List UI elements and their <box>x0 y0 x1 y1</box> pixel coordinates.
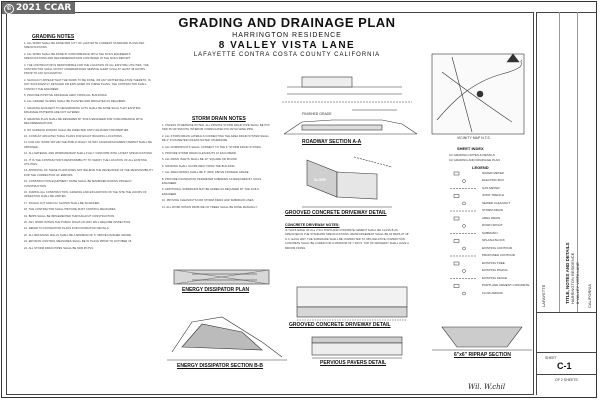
sheet-index-item: C1 GRADING NOTES & DETAILS <box>449 153 495 157</box>
finished-grade-label: FINISHED GRADE <box>302 112 332 116</box>
storm-drain-note: 3. ALL DOWNSPOUTS SHALL CONNECT TO THE 4" STORM DRAIN SYSTEM. <box>162 145 262 149</box>
watermark-text: 2021 CCAR <box>16 3 72 13</box>
storm-drain-note: 1. UNLESS OTHERWISE NOTED, ALL PRIVATE STORM DRAIN PIPE SHALL BE PVC SDR 35 OR SMOOTH INTERIOR CORRUGATED POLYETHYLENE PIPE. <box>162 124 271 132</box>
legend-item: WATER METER <box>482 170 504 175</box>
vicinity-map-scale: N.T.S. <box>481 136 491 140</box>
title-block-sheet-title: TITLE, NOTES AND DETAILS <box>565 242 570 304</box>
grading-note: 10. CONSULT ARCHITECTURAL PLANS FOR EXACT BUILDING LOCATIONS. <box>24 134 123 138</box>
title-block-address: 8 VALLEY VISTA LANE <box>575 262 580 304</box>
legend-item: EXISTING TREE <box>482 260 505 265</box>
grading-note: 13. IT IS THE CONTRACTOR'S RESPONSIBILITY TO VERIFY THE LOCATION OF ALL EXISTING UTILITIES. <box>24 158 147 166</box>
legend-symbol <box>463 292 466 295</box>
legend-item: SPLASH BLOCK <box>482 238 505 242</box>
project-name: HARRINGTON RESIDENCE <box>232 32 342 39</box>
grading-note: 24. ALL STORM DRAIN PIPES SHALL BE SDR 35 PVC. <box>24 246 95 250</box>
sheet-of: OF 2 SHEETS <box>555 378 578 382</box>
energy-dissipator-section-drawing <box>167 317 287 360</box>
drawing-linework <box>2 2 600 402</box>
legend-item: AREA DRAIN <box>482 215 501 220</box>
grading-note: 12. ALL MATERIAL AND WORKMANSHIP SHALL FULLY CONFORM WITH LATEST SPECIFICATIONS. <box>24 152 153 156</box>
storm-drain-note: 6. GRADING SHALL SLOPE AWAY FROM THE BUILDING. <box>162 164 236 168</box>
sheet-label: SHEET <box>545 356 557 360</box>
storm-drain-note: 8. PROVIDE FOUNDATION PERIMETER SUBDRAIN AS REQUIRED BY SOILS ENGINEER. <box>162 177 262 186</box>
vicinity-map-label: VICINITY MAP <box>457 136 481 140</box>
storm-drain-note: 10. PROVIDE CLEANOUTS FOR STORM DRAIN AND SUBDRAIN LINES. <box>162 199 255 203</box>
grading-note: 9. NO SURFACE RUNOFF SHALL BE DIRECTED ONTO ADJACENT PROPERTIES. <box>24 128 130 132</box>
driveway-detail-caption: GROOVED CONCRETE DRIVEWAY DETAIL <box>285 210 387 216</box>
grading-note: 14. APPROVAL OF THESE PLANS DOES NOT RELIEVE THE DEVELOPER OF THE RESPONSIBILITY FOR THE CORRECTION OF ERRORS. <box>24 169 154 177</box>
grading-notes-heading: GRADING NOTES <box>32 34 75 40</box>
legend-symbol <box>463 202 466 205</box>
grooved-driveway-lower-drawing <box>297 287 407 320</box>
sheet-number: C-1 <box>557 361 572 371</box>
storm-drain-notes-heading: STORM DRAIN NOTES <box>192 116 246 122</box>
legend-symbol <box>454 285 459 288</box>
watermark-badge <box>2 2 75 14</box>
grading-note: 20. ANY WORK WITHIN THE PUBLIC RIGHT-OF-WAY WILL REQUIRE INSPECTION. <box>24 221 132 224</box>
page-title: GRADING AND DRAINAGE PLAN <box>178 15 396 30</box>
grading-note: 15. CONSTRUCTION EQUIPMENT NOISE SHALL BE MINIMIZED DURING PROJECT CONSTRUCTION. <box>24 180 132 188</box>
legend-item: EXISTING FENCE <box>482 275 508 280</box>
energy-section-caption: ENERGY DISSIPATOR SECTION B-B <box>177 363 264 369</box>
grading-note: 6. ALL GRADED SLOPES SHALL BE PLANTED AND IRRIGATED AS REQUIRED. <box>24 100 127 104</box>
energy-dissipator-plan-drawing <box>174 270 269 284</box>
grading-note: 5. PROVIDE POSITIVE DRAINAGE AWAY FROM ALL BUILDINGS. <box>24 94 108 98</box>
grading-note: 23. EROSION CONTROL MEASURES SHALL BE IN PLACE PRIOR TO OCTOBER 15. <box>24 240 133 244</box>
grading-note: 7. GRADING ADJACENT TO NEIGHBORING LOTS SHALL BE DONE SUCH THAT EXISTING DRAINAGE PATTERNS ARE NOT ALTERED. <box>24 106 141 115</box>
legend-item: EXISTING PAVING <box>482 268 508 272</box>
pervious-pavers-drawing <box>312 337 402 358</box>
pervious-detail-caption: PERVIOUS PAVERS DETAIL <box>320 360 387 366</box>
legend-symbol <box>463 180 466 183</box>
slope-label: SLOPE <box>314 178 326 182</box>
legend-symbol <box>454 262 459 265</box>
sheet-index-item: C2 GRADING AND DRAINAGE PLAN <box>449 158 500 162</box>
grading-note: 1. ALL WORK SHALL BE DONE PER CITY OF LAFAYETTE CURRENT STANDARD PLANS AND SPECIFICATIONS. <box>24 42 145 50</box>
grading-note: 21. REFER TO FOUNDATION PLANS FOR FOUNDATION DETAILS. <box>24 227 110 231</box>
storm-drain-note: 2. ALL STORM DRAIN LATERALS CONNECTING THE AREA DRAIN SYSTEM SHALL BE 4" IN DIAMETER UNLESS NOTED OTHERWISE. <box>162 134 270 143</box>
project-address: 8 VALLEY VISTA LANE <box>218 40 356 51</box>
grading-note: 2. ALL WORK SHALL BE DONE IN CONFORMANCE WITH THE SOILS ENGINEER'S SPECIFICATIONS AND RECOMMENDATIONS CONTAINED IN THE SOILS REPORT. <box>24 52 131 61</box>
grading-note: 4. SHOULD IT APPEAR THAT THE WORK TO BE DONE, OR ANY MATTER RELATIVE THERETO, IS NOT SUFFICIENTLY DETAILED OR EXPLAINED ON THESE PLANS, THE CONTRACTOR SHALL CONTACT THE ENGINEER. <box>24 78 151 91</box>
legend-item: SUBDRAIN <box>482 230 498 235</box>
grading-note: 8. GRADING PLAN SHALL BE REVIEWED BY SOILS ENGINEER FOR CONFORMANCE WITH RECOMMENDATIONS. <box>24 117 143 126</box>
grooved-detail-caption: GROOVED CONCRETE DRIVEWAY DETAIL <box>289 322 391 328</box>
driveway-detail-drawing <box>302 157 392 207</box>
roadway-section-caption: ROADWAY SECTION A-A <box>302 139 362 145</box>
legend-symbol <box>454 195 459 198</box>
legend-symbol <box>463 247 466 250</box>
copyright-icon: © <box>6 5 12 12</box>
riprap-section-drawing <box>432 327 532 350</box>
sheet-index-heading: SHEET INDEX <box>457 146 484 151</box>
concrete-notes-heading: CONCRETE DRIVEWAY NOTES: <box>285 223 340 227</box>
legend-heading: LEGEND <box>472 165 489 170</box>
legend-item: PORTLAND CEMENT CONCRETE <box>482 283 530 287</box>
grading-note: 19. BMPS SHALL BE IMPLEMENTED THROUGHOUT CONSTRUCTION. <box>24 214 116 218</box>
riprap-section-caption: 6"x6" RIPRAP SECTION <box>454 352 511 358</box>
grading-note: 16. DURING ALL CONSTRUCTION, GRADING AND EXCAVATION ON THE SITE THE HOURS OF OPERATION SHALL BE LIMITED. <box>24 190 147 199</box>
project-location: LAFAYETTE CONTRA COSTA COUNTY CALIFORNIA <box>193 52 381 58</box>
legend-item: ELECTRIC BOX <box>482 178 505 182</box>
vicinity-map-caption <box>457 136 491 140</box>
title-block-project: HARRINGTON RESIDENCE <box>570 252 575 304</box>
title-block-city: LAFAYETTE <box>541 284 546 307</box>
engineer-signature: Wil. W.chil <box>468 383 506 391</box>
grading-note: 17. ROUGH CUT AND FILL SLOPES SHALL BE SCARIFIED. <box>24 201 101 205</box>
vicinity-map-drawing <box>432 54 524 134</box>
grading-note: 3. THE CONTRACTOR IS RESPONSIBLE FOR THE LOCATION OF ALL EXISTING UTILITIES. THE CONTRACTOR SHALL NOTIFY UNDERGROUND SERVICE ALERT (USA) AT LEAST 48 HOURS PRIOR TO ANY EXCAVATION. <box>24 63 149 76</box>
legend-item: GAS METER <box>482 185 500 190</box>
storm-drain-note: 5. ALL DRAIN INLETS SHALL BE 12" SQUARE OR ROUND. <box>162 158 238 162</box>
legend-symbol <box>454 240 459 243</box>
title-block-state: CALIFORNIA <box>587 283 592 308</box>
legend-item: SEWER CLEANOUT <box>482 200 511 205</box>
driveway-plan-top <box>282 77 412 102</box>
grading-note: 11. FOR ANY WORK WITHIN THE PUBLIC RIGHT OF WAY AN ENCROACHMENT PERMIT SHALL BE OBTAINED. <box>24 141 152 149</box>
legend-symbol <box>454 172 459 175</box>
concrete-notes-text: IF THICK EDGE OF ALL 2 SIX PORTLAND CONCRETE CEMENT SHALL BE CLASS B AS SPECIFIED IN THE STANDARD SPECIFICATIONS. REINFORCEMENT SHALL BE #4 BARS AT 18" O.C. EACH WAY. THE SUBGRADE SHALL BE COMPACTED TO 95% RELATIVE COMPACTION. CONCRETE SHALL BE CURED FOR A MINIMUM OF 7 DAYS. TOP OF DRIVEWAY SHALL HAVE A BROOM FINISH. <box>285 229 410 250</box>
energy-plan-caption: ENERGY DISSIPATOR PLAN <box>182 287 250 293</box>
legend-item: FLOW ARROW <box>482 290 503 295</box>
legend-item: EXISTING CONTOUR <box>482 245 512 250</box>
legend-symbol <box>463 225 466 228</box>
grading-note: 22. ALL RETAINING WALLS SHALL BE A MINIMUM OF 6" ABOVE FINISHED GRADE. <box>24 233 132 237</box>
legend-symbol <box>463 270 466 273</box>
legend-item: JOINT TRENCH <box>482 193 504 197</box>
storm-drain-note: 9. ADDITIONAL SUBDRAINS MAY BE ADDED AS REQUIRED BY THE SOILS ENGINEER. <box>162 188 259 196</box>
grading-note: 18. THE CONTRACTOR SHALL PROVIDE DUST CONTROL MEASURES. <box>24 208 117 212</box>
legend-symbols <box>450 172 477 295</box>
storm-drain-note: 7. ALL AREA DRAINS SHALL BE 6" (MIN) ABOVE FINISHED GRADE. <box>162 171 250 175</box>
drawing-sheet <box>1 1 597 398</box>
storm-drain-note: 11. ALL WORK WITHIN DRIPLINE OF TREES SHALL BE DONE MANUALLY. <box>162 205 258 209</box>
legend-item: DOWN SPOUT <box>482 223 503 227</box>
storm-drain-note: 4. PROVIDE STORM DRAIN CLEANOUTS AT EACH BEND. <box>162 152 237 156</box>
legend-item: STORM DRAIN <box>482 208 503 212</box>
legend-symbol <box>454 217 459 220</box>
legend-item: PROPOSED CONTOUR <box>482 253 515 257</box>
